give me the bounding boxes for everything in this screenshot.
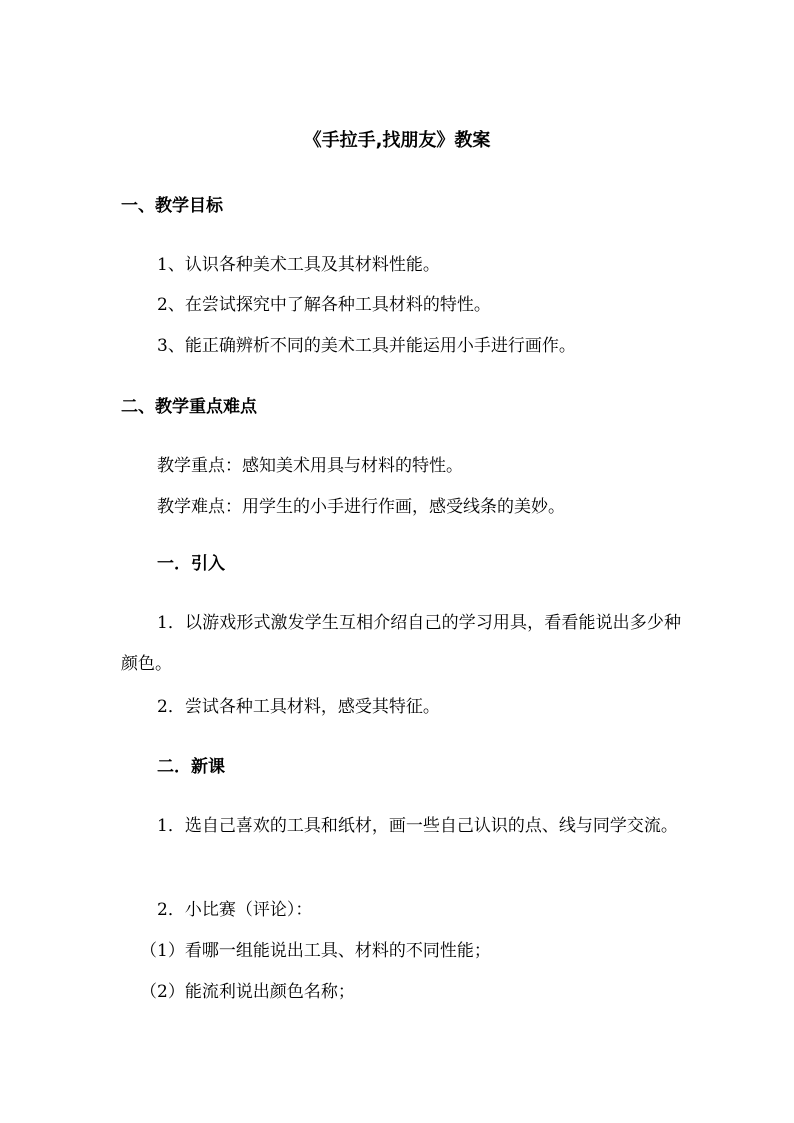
introduction-item-1: 1．以游戏形式激发学生互相介绍自己的学习用具，看看能说出多少种颜色。: [121, 613, 681, 674]
key-point-text: 教学重点：感知美术用具与材料的特性。: [157, 456, 463, 476]
difficulty-text: 教学难点：用学生的小手进行作画，感受线条的美妙。: [157, 497, 565, 517]
section-heading-introduction: 一．引入: [157, 554, 225, 574]
document-title: 《手拉手,找朋友》教案: [303, 130, 491, 151]
section-heading-new-lesson: 二．新课: [157, 757, 225, 777]
new-lesson-subitem-1: （1）看哪一组能说出工具、材料的不同性能；: [140, 941, 491, 961]
new-lesson-item-1: 1．选自己喜欢的工具和纸材，画一些自己认识的点、线与同学交流。: [157, 816, 678, 836]
objective-item-1: 1、认识各种美术工具及其材料性能。: [157, 255, 440, 275]
objective-item-2: 2、在尝试探究中了解各种工具材料的特性。: [157, 295, 491, 315]
objective-item-3: 3、能正确辨析不同的美术工具并能运用小手进行画作。: [157, 336, 576, 356]
introduction-item-2: 2．尝试各种工具材料，感受其特征。: [157, 697, 440, 717]
new-lesson-item-2: 2．小比赛（评论）：: [157, 900, 313, 920]
section-heading-teaching-objectives: 一、教学目标: [121, 196, 223, 216]
new-lesson-subitem-2: （2）能流利说出颜色名称；: [140, 982, 355, 1002]
section-heading-key-points: 二、教学重点难点: [121, 397, 257, 417]
